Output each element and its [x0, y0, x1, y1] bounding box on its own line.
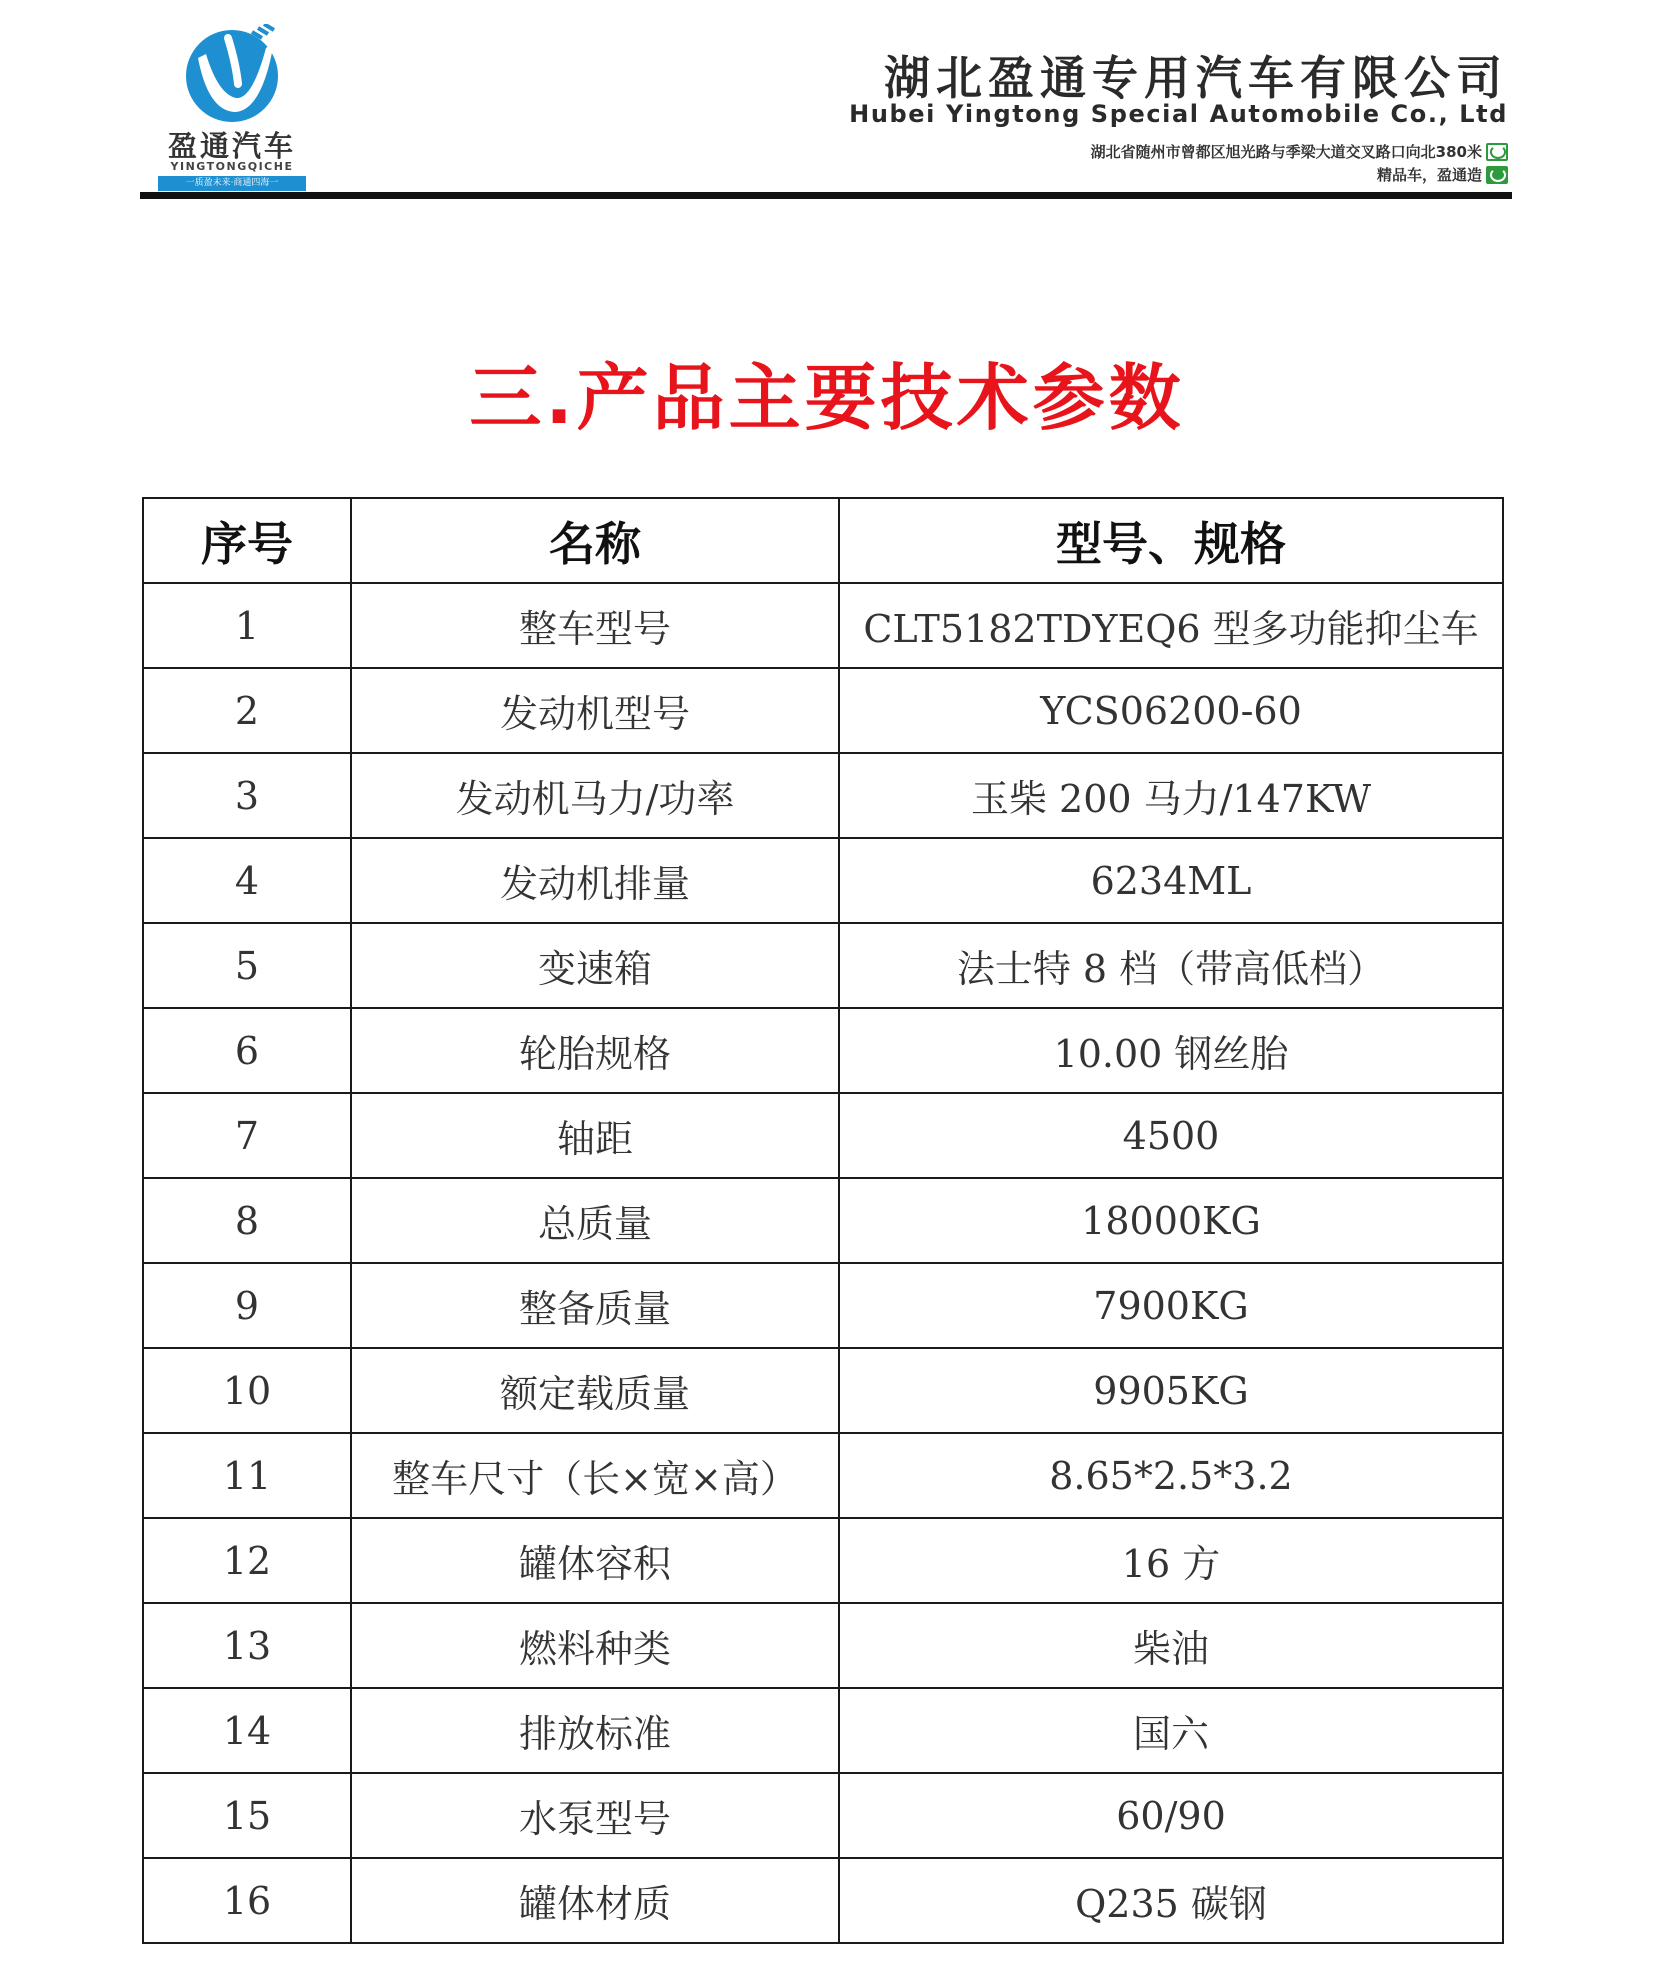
- row-name: 排放标准: [351, 1688, 839, 1773]
- row-name: 整车型号: [351, 583, 839, 668]
- row-spec: 4500: [839, 1093, 1503, 1178]
- table-row: [143, 1773, 1503, 1858]
- row-name: 整车尺寸（长×宽×高）: [351, 1433, 839, 1518]
- row-spec: 7900KG: [839, 1263, 1503, 1348]
- row-name: 罐体材质: [351, 1858, 839, 1943]
- logo-chinese-text: 盈通汽车: [167, 129, 296, 163]
- motto-text: 精品车，盈通造: [1376, 166, 1482, 184]
- address-text: 湖北省随州市曾都区旭光路与季梁大道交叉路口向北380米: [1090, 143, 1482, 161]
- row-no: 2: [143, 668, 351, 753]
- table-row: [143, 1858, 1503, 1943]
- table-row: [143, 1008, 1503, 1093]
- row-no: 15: [143, 1773, 351, 1858]
- logo-english-text: YINGTONGQICHE: [170, 160, 294, 173]
- yingtong-logo-icon: [178, 24, 286, 124]
- row-spec: 6234ML: [839, 838, 1503, 923]
- row-spec: 国六: [839, 1688, 1503, 1773]
- row-name: 整备质量: [351, 1263, 839, 1348]
- table-row: [143, 583, 1503, 668]
- row-no: 10: [143, 1348, 351, 1433]
- row-no: 12: [143, 1518, 351, 1603]
- row-spec: 柴油: [839, 1603, 1503, 1688]
- row-no: 7: [143, 1093, 351, 1178]
- row-no: 9: [143, 1263, 351, 1348]
- spec-table: [142, 497, 1504, 1944]
- row-spec: 60/90: [839, 1773, 1503, 1858]
- table-row: [143, 1433, 1503, 1518]
- table-row: [143, 1603, 1503, 1688]
- row-name: 轴距: [351, 1093, 839, 1178]
- location-icon: [1486, 143, 1508, 161]
- company-name-chinese: 湖北盈通专用汽车有限公司: [884, 51, 1508, 105]
- table-row: [143, 753, 1503, 838]
- row-spec: 10.00 钢丝胎: [839, 1008, 1503, 1093]
- table-row: [143, 1688, 1503, 1773]
- row-no: 13: [143, 1603, 351, 1688]
- row-name: 额定载质量: [351, 1348, 839, 1433]
- row-no: 6: [143, 1008, 351, 1093]
- row-name: 发动机马力/功率: [351, 753, 839, 838]
- row-no: 4: [143, 838, 351, 923]
- company-motto: [1377, 164, 1508, 185]
- row-no: 1: [143, 583, 351, 668]
- header-spec: 型号、规格: [839, 498, 1503, 583]
- row-spec: 9905KG: [839, 1348, 1503, 1433]
- row-spec: 8.65*2.5*3.2: [839, 1433, 1503, 1518]
- table-row: [143, 838, 1503, 923]
- row-name: 总质量: [351, 1178, 839, 1263]
- table-row: [143, 1178, 1503, 1263]
- row-spec: Q235 碳钢: [839, 1858, 1503, 1943]
- table-row: [143, 1093, 1503, 1178]
- table-row: [143, 1348, 1503, 1433]
- table-row: [143, 923, 1503, 1008]
- company-name-english: Hubei Yingtong Special Automobile Co., Ltd: [849, 100, 1508, 128]
- header-no: 序号: [143, 498, 351, 583]
- table-row: [143, 1518, 1503, 1603]
- brand-badge-icon: [1486, 166, 1508, 184]
- row-name: 燃料种类: [351, 1603, 839, 1688]
- header-divider: [140, 192, 1512, 199]
- row-no: 16: [143, 1858, 351, 1943]
- row-name: 变速箱: [351, 923, 839, 1008]
- table-row: [143, 1263, 1503, 1348]
- row-no: 5: [143, 923, 351, 1008]
- header-name: 名称: [351, 498, 839, 583]
- row-name: 发动机型号: [351, 668, 839, 753]
- row-spec: 16 方: [839, 1518, 1503, 1603]
- row-spec: CLT5182TDYEQ6 型多功能抑尘车: [839, 583, 1503, 668]
- row-no: 8: [143, 1178, 351, 1263]
- row-name: 水泵型号: [351, 1773, 839, 1858]
- row-spec: 玉柴 200 马力/147KW: [839, 753, 1503, 838]
- page-title: 三.产品主要技术参数: [469, 356, 1185, 440]
- row-name: 罐体容积: [351, 1518, 839, 1603]
- row-spec: 法士特 8 档（带高低档）: [839, 923, 1503, 1008]
- row-name: 轮胎规格: [351, 1008, 839, 1093]
- logo-slogan: 一质盈未来·商通四海一: [158, 176, 306, 191]
- row-no: 11: [143, 1433, 351, 1518]
- row-no: 14: [143, 1688, 351, 1773]
- table-header-row: [143, 498, 1503, 583]
- row-name: 发动机排量: [351, 838, 839, 923]
- company-address: [1091, 141, 1508, 162]
- row-no: 3: [143, 753, 351, 838]
- company-logo: [152, 24, 312, 194]
- table-row: [143, 668, 1503, 753]
- row-spec: 18000KG: [839, 1178, 1503, 1263]
- row-spec: YCS06200-60: [839, 668, 1503, 753]
